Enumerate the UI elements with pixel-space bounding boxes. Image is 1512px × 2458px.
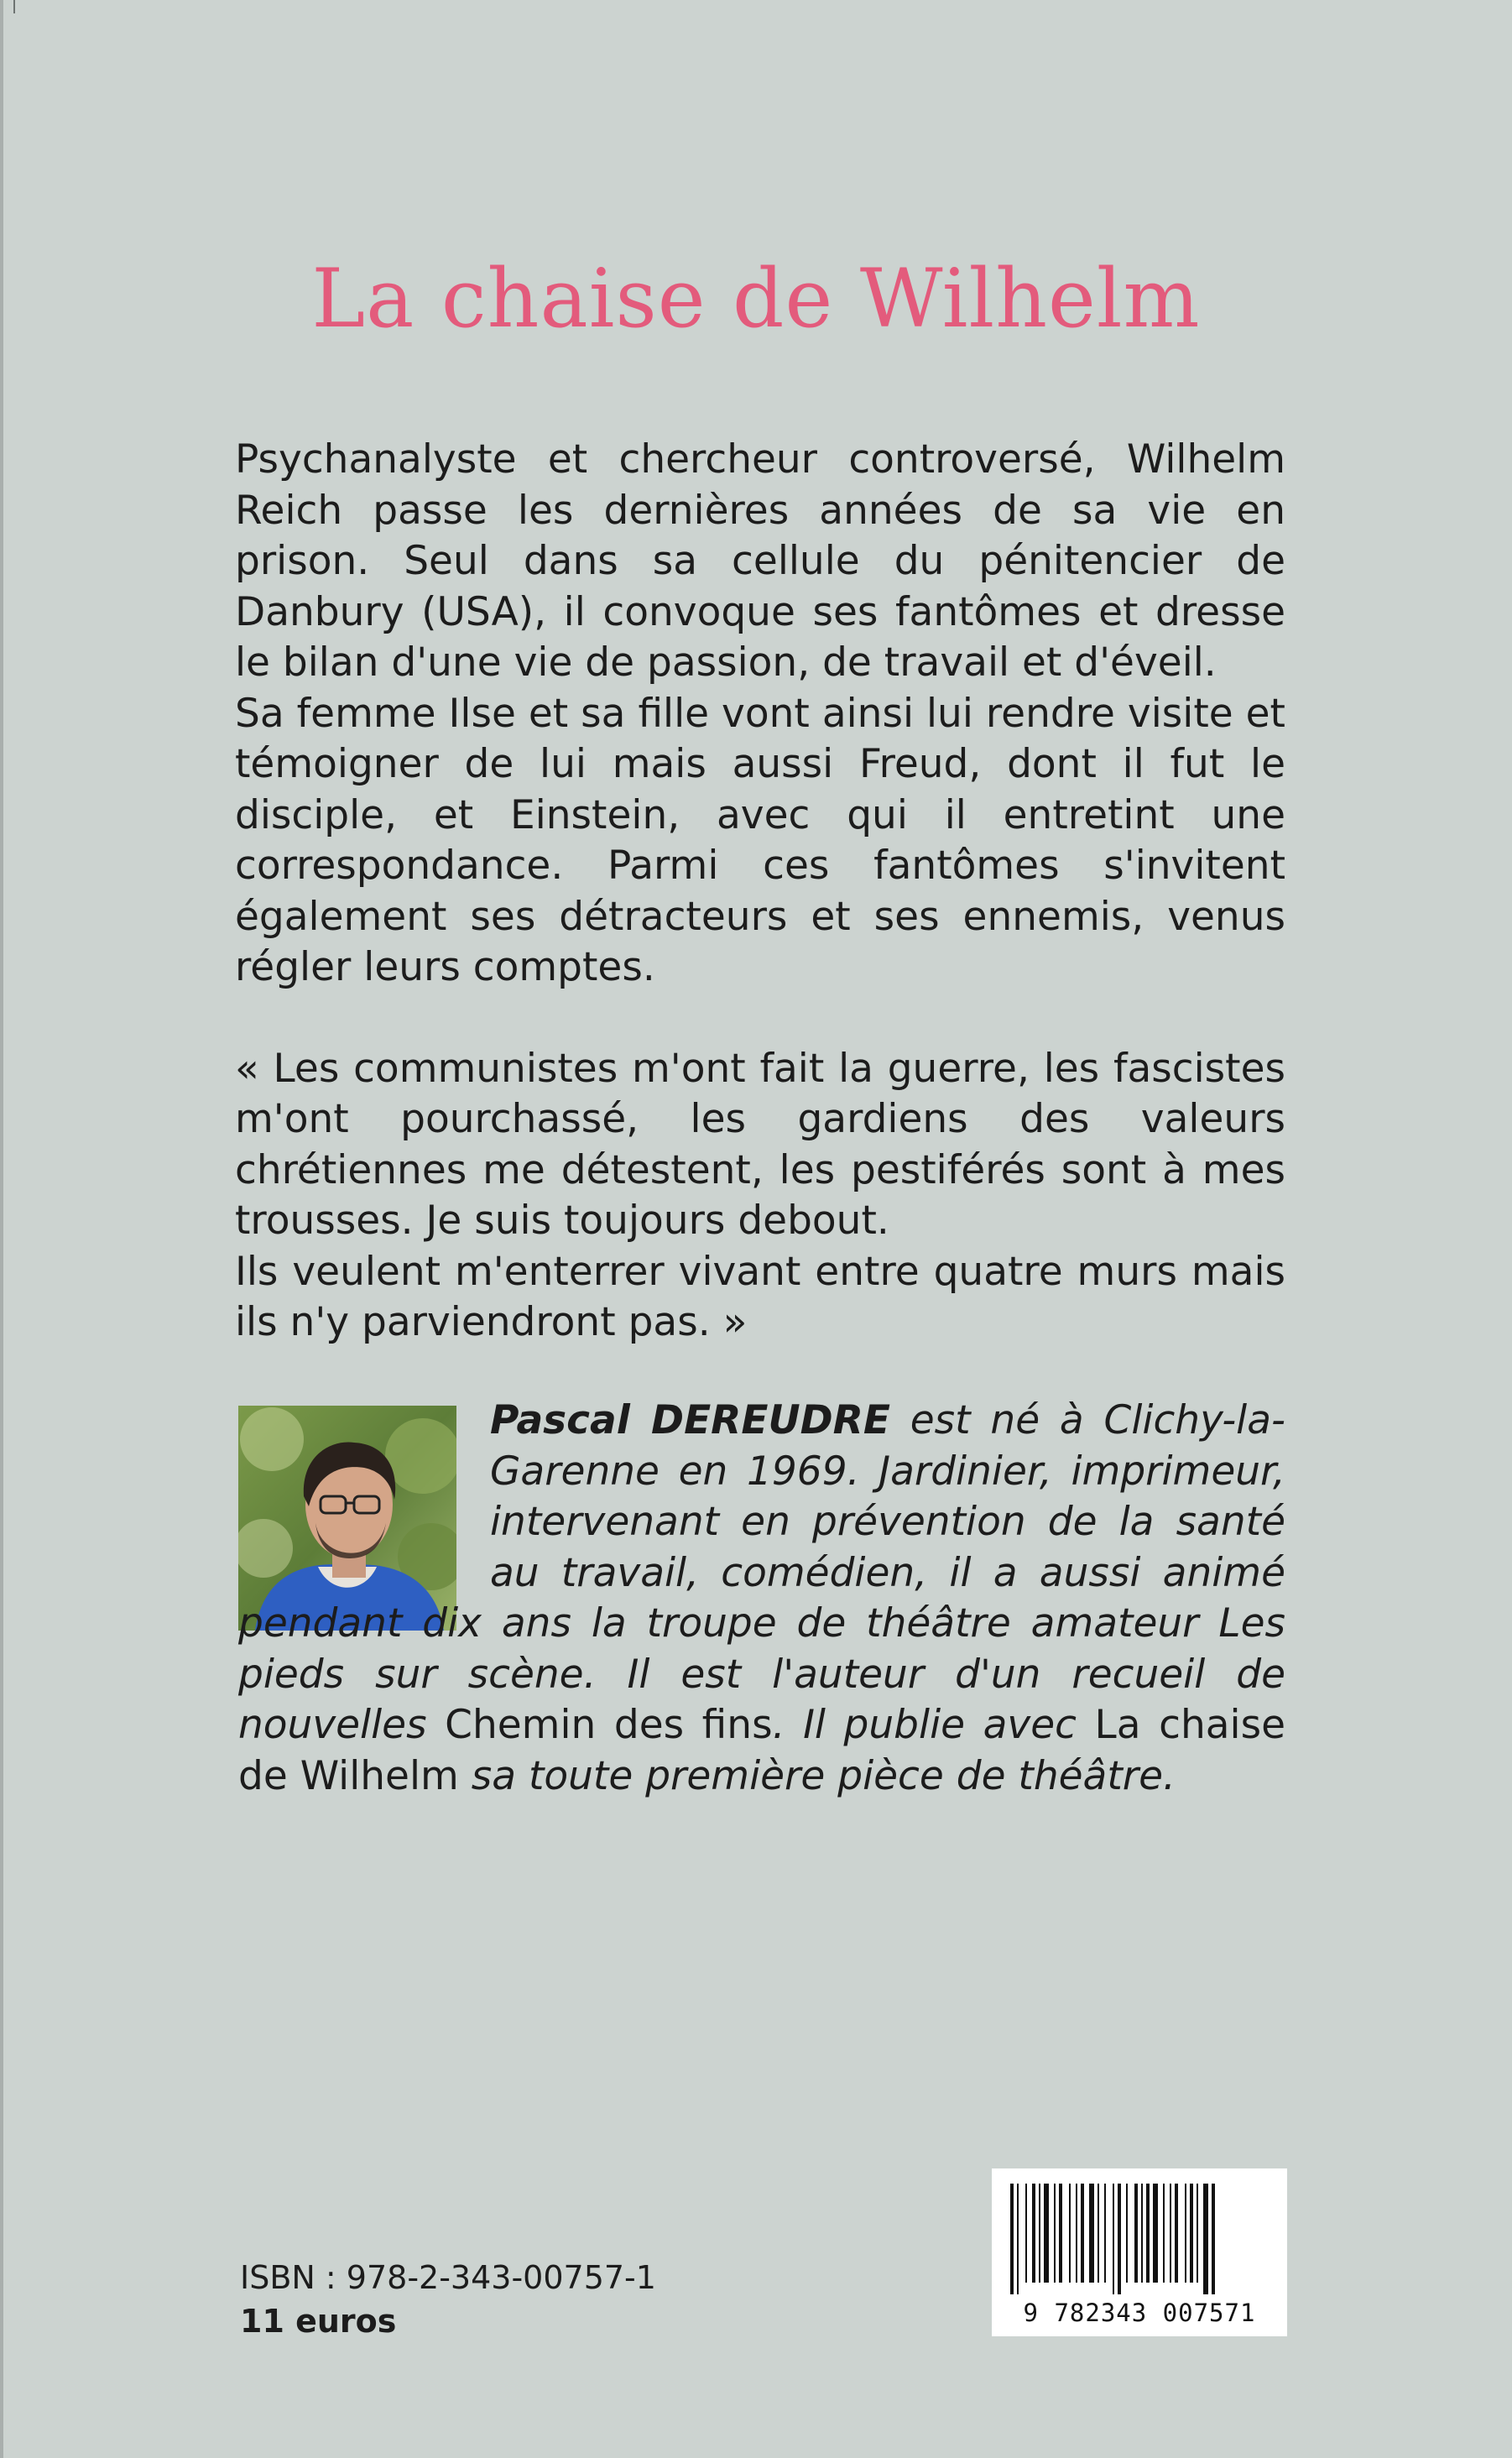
barcode-bar [1163,2184,1165,2283]
book-summary [235,435,1285,1349]
barcode-bar [1118,2184,1121,2294]
isbn: ISBN : 978-2-343-00757-1 [240,2259,656,2296]
barcode-bar [1010,2184,1014,2294]
quote-paragraph: Ils veulent m'enterrer vivant entre quatre murs mais ils n'y parviendront pas. » [235,1248,1285,1345]
summary-paragraph: Psychanalyste et chercheur controversé, Wilhelm Reich passe les dernières années de sa vie en prison. Seul dans sa cellule du pénitencier de Danbury (USA), il convoque ses fantômes et dresse le bilan d'une vie de passion, de travail et d'éveil. [235,436,1285,686]
barcode-bar [1203,2184,1208,2294]
barcode-bar [1044,2184,1049,2283]
barcode-bar [1190,2184,1193,2283]
barcode-bar [1212,2184,1215,2294]
new-book-title: La chaise de Wilhelm [238,1702,1285,1799]
bio-text: . Il publie avec [772,1702,1095,1748]
author-name: Pascal DEREUDRE [490,1397,890,1443]
barcode-bar [1017,2184,1019,2294]
barcode-bar [1104,2184,1106,2283]
barcode-bar [1146,2184,1150,2283]
bio-text: est né à Clichy-la-Garenne en 1969. Jardinier, imprimeur, intervenant en prévention de la santé au travail, comédien, il a aussi animé pendant dix ans la troupe de théâtre amateur Les pieds sur scène. Il est l'auteur d'un recueil de nouvelles [238,1397,1286,1748]
author-bio [238,1396,1285,1802]
barcode-bar [1113,2184,1114,2294]
barcode-bar [1032,2184,1035,2283]
barcode-bar [1141,2184,1143,2283]
barcode-bar [1039,2184,1040,2283]
photo-spacer [238,1396,490,1597]
barcode-bar [1197,2184,1198,2283]
barcode-bar [1059,2184,1062,2283]
quote-paragraph: « Les communistes m'ont fait la guerre, les fascistes m'ont pourchassé, les gardiens des valeurs chrétiennes me détestent, les pestiférés sont à mes trousses. Je suis toujours debout. [235,1045,1285,1244]
barcode-bar [1185,2184,1186,2283]
barcode-bar [1126,2184,1128,2283]
summary-paragraph: Sa femme Ilse et sa fille vont ainsi lui rendre visite et témoigner de lui mais aussi Freud, dont il fut le disciple, et Einstein, avec qui il entretint une correspondance. Parmi ces fantômes s'invitent également ses détracteurs et ses ennemis, venus régler leurs comptes. [235,690,1285,990]
bio-text: sa toute première pièce de théâtre. [458,1752,1176,1799]
barcode-bar [1089,2184,1094,2283]
barcode-digits: 9 782343 007571 [1023,2299,1256,2327]
price: 11 euros [240,2303,397,2340]
barcode-bar [1025,2184,1027,2283]
barcode-bar [1170,2184,1171,2283]
prior-book-title: Chemin des fins [445,1702,773,1748]
barcode-bar [1069,2184,1071,2283]
barcode-bar [1081,2184,1084,2283]
barcode-bar [1076,2184,1077,2283]
spine-edge [0,0,3,2458]
barcode-bar [1054,2184,1056,2283]
book-title: La chaise de Wilhelm [311,252,1201,346]
barcode-bars [992,2168,1287,2294]
barcode-bar [1098,2184,1099,2283]
barcode-bar [1175,2184,1178,2283]
barcode-bar [1153,2184,1158,2283]
barcode-bar [1134,2184,1138,2283]
crop-mark [13,0,15,13]
